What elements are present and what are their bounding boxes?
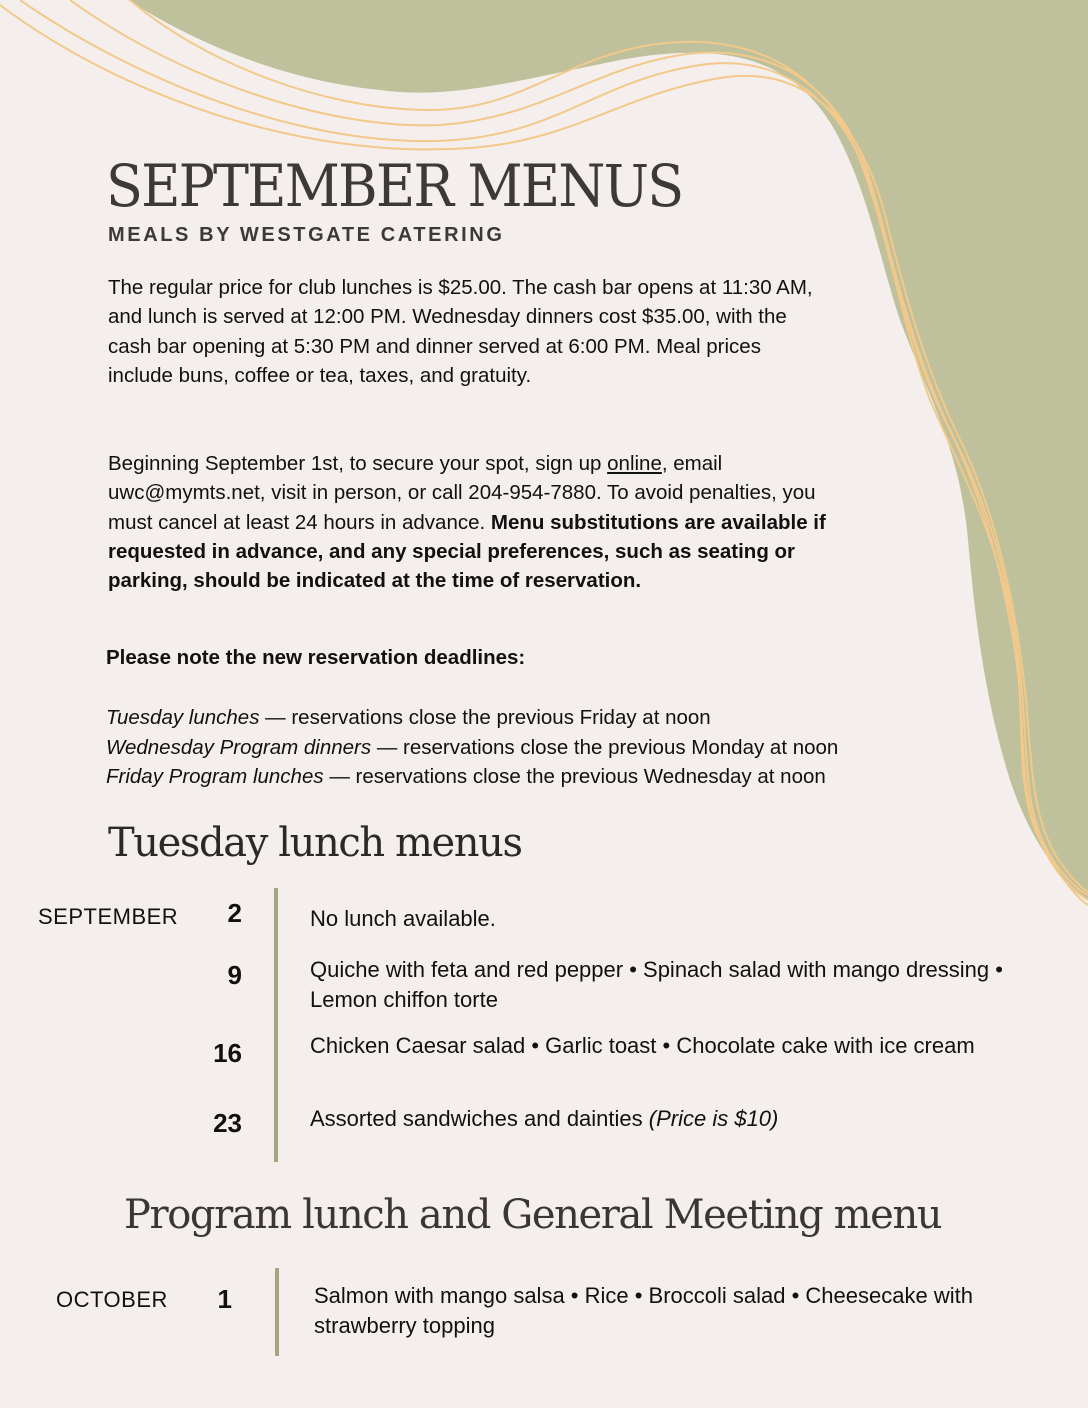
deadline-text: — reservations close the previous Wednesday at noon xyxy=(323,765,826,788)
menu-day-number: 2 xyxy=(227,898,242,928)
menu-items: Salmon with mango salsa • Rice • Broccoli salad • Cheesecake with strawberry topping xyxy=(314,1283,973,1338)
program-divider-line xyxy=(275,1268,279,1356)
deadline-text: — reservations close the previous Friday at noon xyxy=(259,706,711,729)
online-signup-link[interactable]: online xyxy=(607,452,662,475)
tuesday-divider-line xyxy=(274,888,278,1162)
deadline-text: — reservations close the previous Monday at noon xyxy=(371,735,839,759)
page-subtitle: MEALS BY WESTGATE CATERING xyxy=(108,224,505,246)
deadline-list xyxy=(106,703,838,792)
menu-items: Assorted sandwiches and dainties xyxy=(310,1106,649,1131)
program-section-title: Program lunch and General Meeting menu xyxy=(124,1192,942,1238)
menu-day-number: 9 xyxy=(227,960,242,990)
menu-day-number: 1 xyxy=(217,1284,232,1314)
deadline-item xyxy=(106,733,838,763)
deadline-label: Friday Program lunches xyxy=(106,765,324,788)
reservation-text-contact: , email uwc@mymts.net, visit in person, or call 204-954-7880. To avoid penalties, you must cancel at least 24 hours in advance. xyxy=(108,452,816,534)
menu-description xyxy=(310,955,1030,1015)
menu-day-number: 23 xyxy=(213,1108,242,1138)
intro-paragraph-pricing: The regular price for club lunches is $25.00. The cash bar opens at 11:30 AM, and lunch is served at 12:00 PM. Wednesday dinners cost $35.00, with the cash bar opening at 5:30 PM and dinner served at 6:00 PM. Meal prices include buns, coffee or tea, taxes, and gratuity. xyxy=(108,276,813,387)
deadlines-heading: Please note the new reservation deadlines: xyxy=(106,646,526,669)
menu-description xyxy=(310,904,1030,934)
tuesday-section-title: Tuesday lunch menus xyxy=(108,820,522,866)
page-title: SEPTEMBER MENUS xyxy=(106,152,683,220)
menu-description xyxy=(310,1031,990,1061)
deadline-item xyxy=(106,762,838,792)
tuesday-month-label: SEPTEMBER xyxy=(38,904,179,929)
deadline-label: Wednesday Program dinners xyxy=(106,735,372,759)
menu-items: Chicken Caesar salad • Garlic toast • Chocolate cake with ice cream xyxy=(310,1033,975,1058)
deadline-item xyxy=(106,703,838,733)
menu-day-number: 16 xyxy=(213,1038,242,1068)
price-note: (Price is $10) xyxy=(648,1106,779,1131)
deadline-label: Tuesday lunches xyxy=(106,706,260,729)
menu-items: Quiche with feta and red pepper • Spinach salad with mango dressing • Lemon chiffon torte xyxy=(310,957,1003,1012)
intro-paragraph-reservations xyxy=(108,449,828,595)
menu-description xyxy=(314,1281,1044,1341)
menu-items: No lunch available. xyxy=(310,906,496,931)
substitution-notice: Menu substitutions are available if requested in advance, and any special preferences, such as seating or parking, should be indicated at the time of reservation. xyxy=(108,510,826,593)
menu-description xyxy=(310,1104,1030,1134)
reservation-text-start: Beginning September 1st, to secure your spot, sign up xyxy=(108,452,608,475)
program-month-label: OCTOBER xyxy=(56,1287,168,1312)
